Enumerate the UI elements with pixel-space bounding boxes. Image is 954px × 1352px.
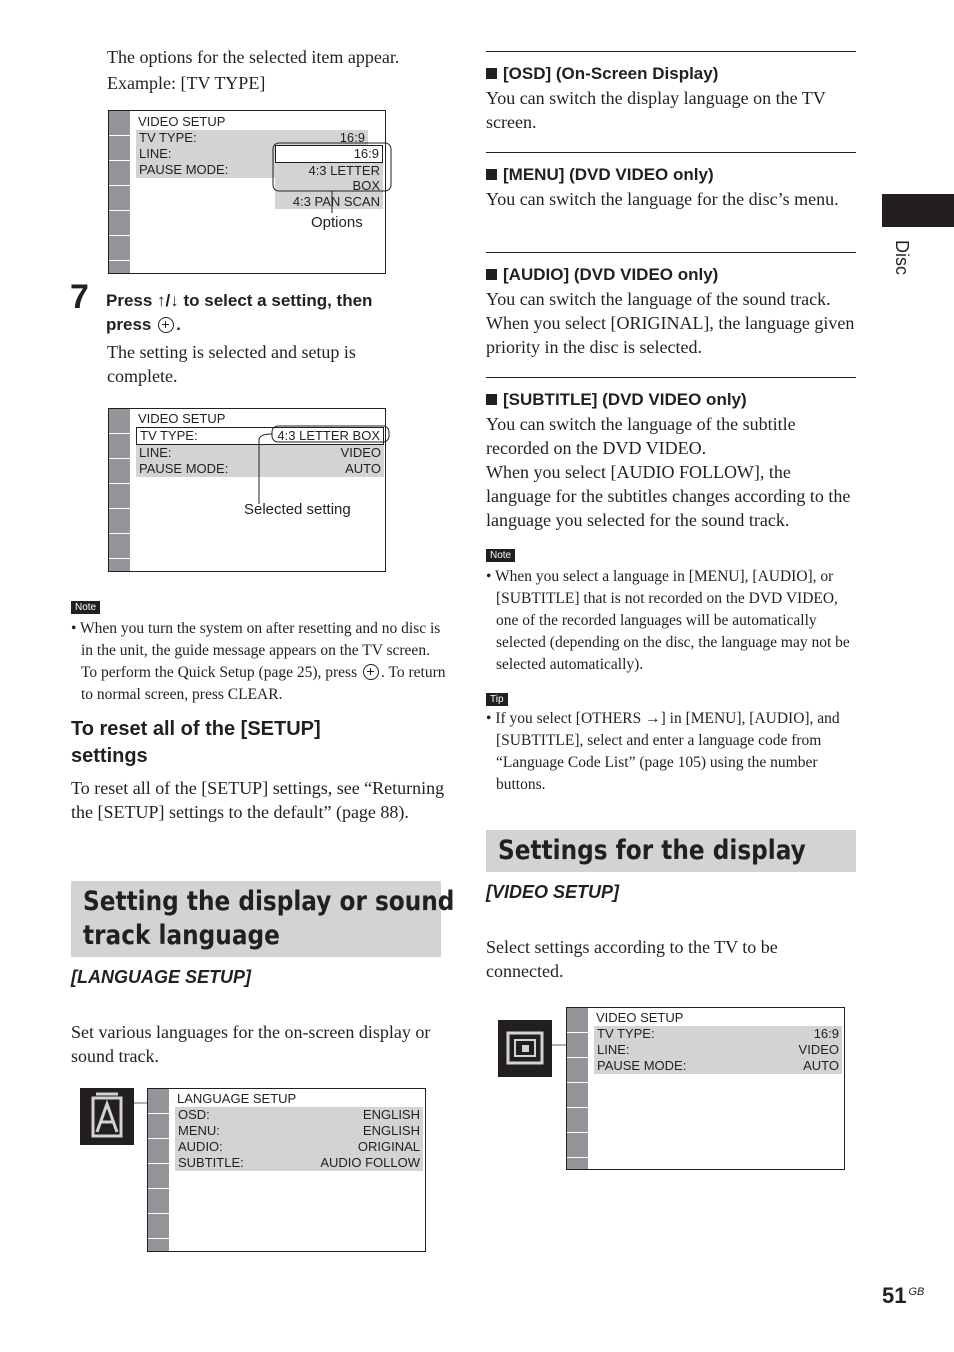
row-value: AUDIO FOLLOW bbox=[320, 1155, 420, 1170]
step-heading-line1: Press ↑/↓ to select a setting, then bbox=[106, 291, 373, 310]
row-label: LINE: bbox=[139, 146, 172, 161]
note-badge: Note bbox=[486, 549, 515, 562]
selected-callout-label: Selected setting bbox=[244, 501, 351, 518]
menu-row bbox=[175, 1107, 423, 1123]
options-callout-line bbox=[270, 140, 395, 215]
section-title-line1: Setting the display or sound bbox=[83, 886, 455, 917]
row-label: SUBTITLE: bbox=[178, 1155, 244, 1170]
note-right: • When you select a language in [MENU], [AUDIO], or [SUBTITLE] that is not recorded on the DVD VIDEO, one of the recorded languages will be automatically selected (depending on the disc, the language may not be selected automatically). bbox=[486, 568, 850, 673]
reset-heading-line1: To reset all of the [SETUP] bbox=[71, 718, 321, 740]
tip-badge: Tip bbox=[486, 693, 508, 706]
tip-text: If you select [OTHERS →] in [MENU], [AUDIO], and [SUBTITLE], select and enter a language code from “Language Code List” (page 105) using the number buttons. bbox=[495, 710, 840, 793]
step-body-line1: The setting is selected and setup is bbox=[107, 342, 356, 362]
reset-heading bbox=[71, 716, 321, 770]
menu-body: You can switch the language for the disc’s menu. bbox=[486, 189, 839, 209]
audio-heading: [AUDIO] (DVD VIDEO only) bbox=[503, 265, 719, 284]
screen-sidebar bbox=[567, 1008, 588, 1169]
audio-section bbox=[486, 263, 856, 359]
section-band-language bbox=[71, 881, 455, 957]
menu-row bbox=[175, 1123, 423, 1139]
row-label: LINE: bbox=[139, 445, 172, 460]
square-bullet-icon bbox=[486, 394, 497, 405]
enter-button-icon bbox=[363, 664, 379, 680]
row-value: ENGLISH bbox=[362, 1123, 420, 1138]
language-body: Set various languages for the on-screen display or sound track. bbox=[71, 1022, 431, 1066]
menu-row bbox=[594, 1026, 842, 1042]
step-heading-press: press bbox=[106, 315, 152, 334]
tv-picture-icon bbox=[498, 1020, 552, 1077]
note-left: • When you turn the system on after resetting and no disc is in the unit, the guide message appears on the TV screen. To perform the Quick Setup (page 25), press . To return to normal screen, press CLEAR. bbox=[71, 620, 446, 703]
step-heading-period: . bbox=[176, 315, 181, 334]
row-value: 16:9 bbox=[339, 130, 365, 145]
note-left-text-end: . To return to normal screen, press CLEAR. bbox=[81, 664, 446, 703]
square-bullet-icon bbox=[486, 269, 497, 280]
step-number: 7 bbox=[70, 278, 89, 316]
video-setup-icon bbox=[498, 1020, 552, 1077]
osd-section bbox=[486, 62, 856, 134]
tip-right: • If you select [OTHERS →] in [MENU], [AUDIO], and [SUBTITLE], select and enter a language code from “Language Code List” (page 105) using the number buttons. bbox=[486, 710, 840, 793]
divider bbox=[486, 51, 856, 52]
option-item: 4:3 LETTER BOX bbox=[308, 162, 380, 193]
subtitle-section bbox=[486, 388, 856, 532]
divider bbox=[486, 252, 856, 253]
menu-title: VIDEO SETUP bbox=[138, 411, 226, 426]
row-value: VIDEO bbox=[798, 1042, 839, 1057]
menu-title: VIDEO SETUP bbox=[138, 114, 226, 129]
row-label: AUDIO: bbox=[178, 1139, 223, 1154]
menu-row bbox=[594, 1058, 842, 1074]
row-label: PAUSE MODE: bbox=[597, 1058, 687, 1073]
reset-body: To reset all of the [SETUP] settings, see “Returning the [SETUP] settings to the default” (page 88). bbox=[71, 778, 445, 822]
row-value: 4:3 LETTER BOX bbox=[277, 428, 380, 443]
row-value: AUTO bbox=[345, 461, 381, 476]
intro-line-2: Example: [TV TYPE] bbox=[107, 73, 266, 93]
section-title-line2: track language bbox=[83, 920, 280, 951]
screen-menu bbox=[175, 1091, 423, 1171]
row-value: AUTO bbox=[803, 1058, 839, 1073]
row-label: OSD: bbox=[178, 1107, 210, 1122]
note-badge: Note bbox=[71, 601, 100, 614]
menu-row bbox=[594, 1042, 842, 1058]
row-label: TV TYPE: bbox=[140, 428, 198, 443]
options-callout-label: Options bbox=[311, 214, 363, 231]
reset-heading-line2: settings bbox=[71, 745, 148, 767]
side-tab-marker bbox=[882, 194, 954, 227]
option-item: 4:3 PAN SCAN bbox=[292, 193, 380, 209]
step-body bbox=[107, 340, 447, 388]
video-setup-heading: [VIDEO SETUP] bbox=[486, 882, 620, 902]
square-bullet-icon bbox=[486, 169, 497, 180]
subtitle-body-1: You can switch the language of the subtitle recorded on the DVD VIDEO. bbox=[486, 414, 796, 458]
row-label: MENU: bbox=[178, 1123, 220, 1138]
menu-heading: [MENU] (DVD VIDEO only) bbox=[503, 165, 714, 184]
menu-title: LANGUAGE SETUP bbox=[177, 1091, 297, 1106]
row-label: TV TYPE: bbox=[139, 130, 197, 145]
row-label: LINE: bbox=[597, 1042, 630, 1057]
screen-menu bbox=[594, 1010, 842, 1074]
language-setup-heading: [LANGUAGE SETUP] bbox=[71, 967, 251, 987]
row-label: PAUSE MODE: bbox=[139, 461, 229, 476]
screen-sidebar bbox=[109, 409, 130, 571]
section-band-display bbox=[486, 830, 856, 872]
menu-row bbox=[175, 1155, 423, 1171]
menu-row bbox=[136, 162, 277, 178]
section-title: Settings for the display bbox=[498, 835, 806, 866]
row-label: PAUSE MODE: bbox=[139, 162, 229, 177]
divider bbox=[486, 377, 856, 378]
page-number bbox=[882, 1283, 924, 1309]
row-value: VIDEO bbox=[340, 445, 381, 460]
menu-title: VIDEO SETUP bbox=[596, 1010, 684, 1025]
language-setup-icon bbox=[80, 1088, 134, 1145]
screen-sidebar bbox=[109, 111, 130, 273]
selected-callout-line bbox=[255, 424, 395, 506]
menu-row bbox=[136, 146, 277, 162]
square-bullet-icon bbox=[486, 68, 497, 79]
subtitle-heading: [SUBTITLE] (DVD VIDEO only) bbox=[503, 390, 747, 409]
video-setup-screen bbox=[566, 1007, 845, 1170]
page-number-value: 51 bbox=[882, 1283, 907, 1308]
row-value: ENGLISH bbox=[362, 1107, 420, 1122]
divider bbox=[486, 152, 856, 153]
audio-body: You can switch the language of the sound track. When you select [ORIGINAL], the language given priority in the disc is selected. bbox=[486, 289, 855, 357]
row-value: 16:9 bbox=[813, 1026, 839, 1041]
note-right-text: When you select a language in [MENU], [AUDIO], or [SUBTITLE] that is not recorded on the DVD VIDEO, one of the recorded languages will be automatically selected (depending on the disc, the language may not be selected automatically). bbox=[495, 568, 850, 673]
side-tab-label: Disc bbox=[892, 240, 912, 275]
row-value: ORIGINAL bbox=[357, 1139, 420, 1154]
step-body-line2: complete. bbox=[107, 366, 178, 386]
language-setup-screen bbox=[147, 1088, 426, 1252]
step-heading bbox=[106, 289, 446, 337]
section-title bbox=[83, 885, 454, 953]
menu-row bbox=[175, 1139, 423, 1155]
osd-heading: [OSD] (On-Screen Display) bbox=[503, 64, 719, 83]
osd-body: You can switch the display language on the TV screen. bbox=[486, 88, 826, 132]
video-body: Select settings according to the TV to be connected. bbox=[486, 937, 778, 981]
enter-button-icon bbox=[158, 317, 174, 333]
language-a-icon bbox=[80, 1088, 134, 1145]
intro-line-1: The options for the selected item appear. bbox=[107, 47, 400, 67]
note-left-text: When you turn the system on after resetting and no disc is in the unit, the guide message appears on the TV screen. To perform the Quick Setup (page 25), press bbox=[80, 620, 441, 681]
row-label: TV TYPE: bbox=[597, 1026, 655, 1041]
screen-sidebar bbox=[148, 1089, 169, 1251]
menu-section bbox=[486, 163, 856, 211]
option-item: 16:9 bbox=[275, 145, 383, 163]
page-suffix: GB bbox=[908, 1286, 925, 1298]
subtitle-body-2: When you select [AUDIO FOLLOW], the language for the subtitles changes according to the language you selected for the sound track. bbox=[486, 462, 851, 530]
intro-text bbox=[107, 45, 447, 95]
